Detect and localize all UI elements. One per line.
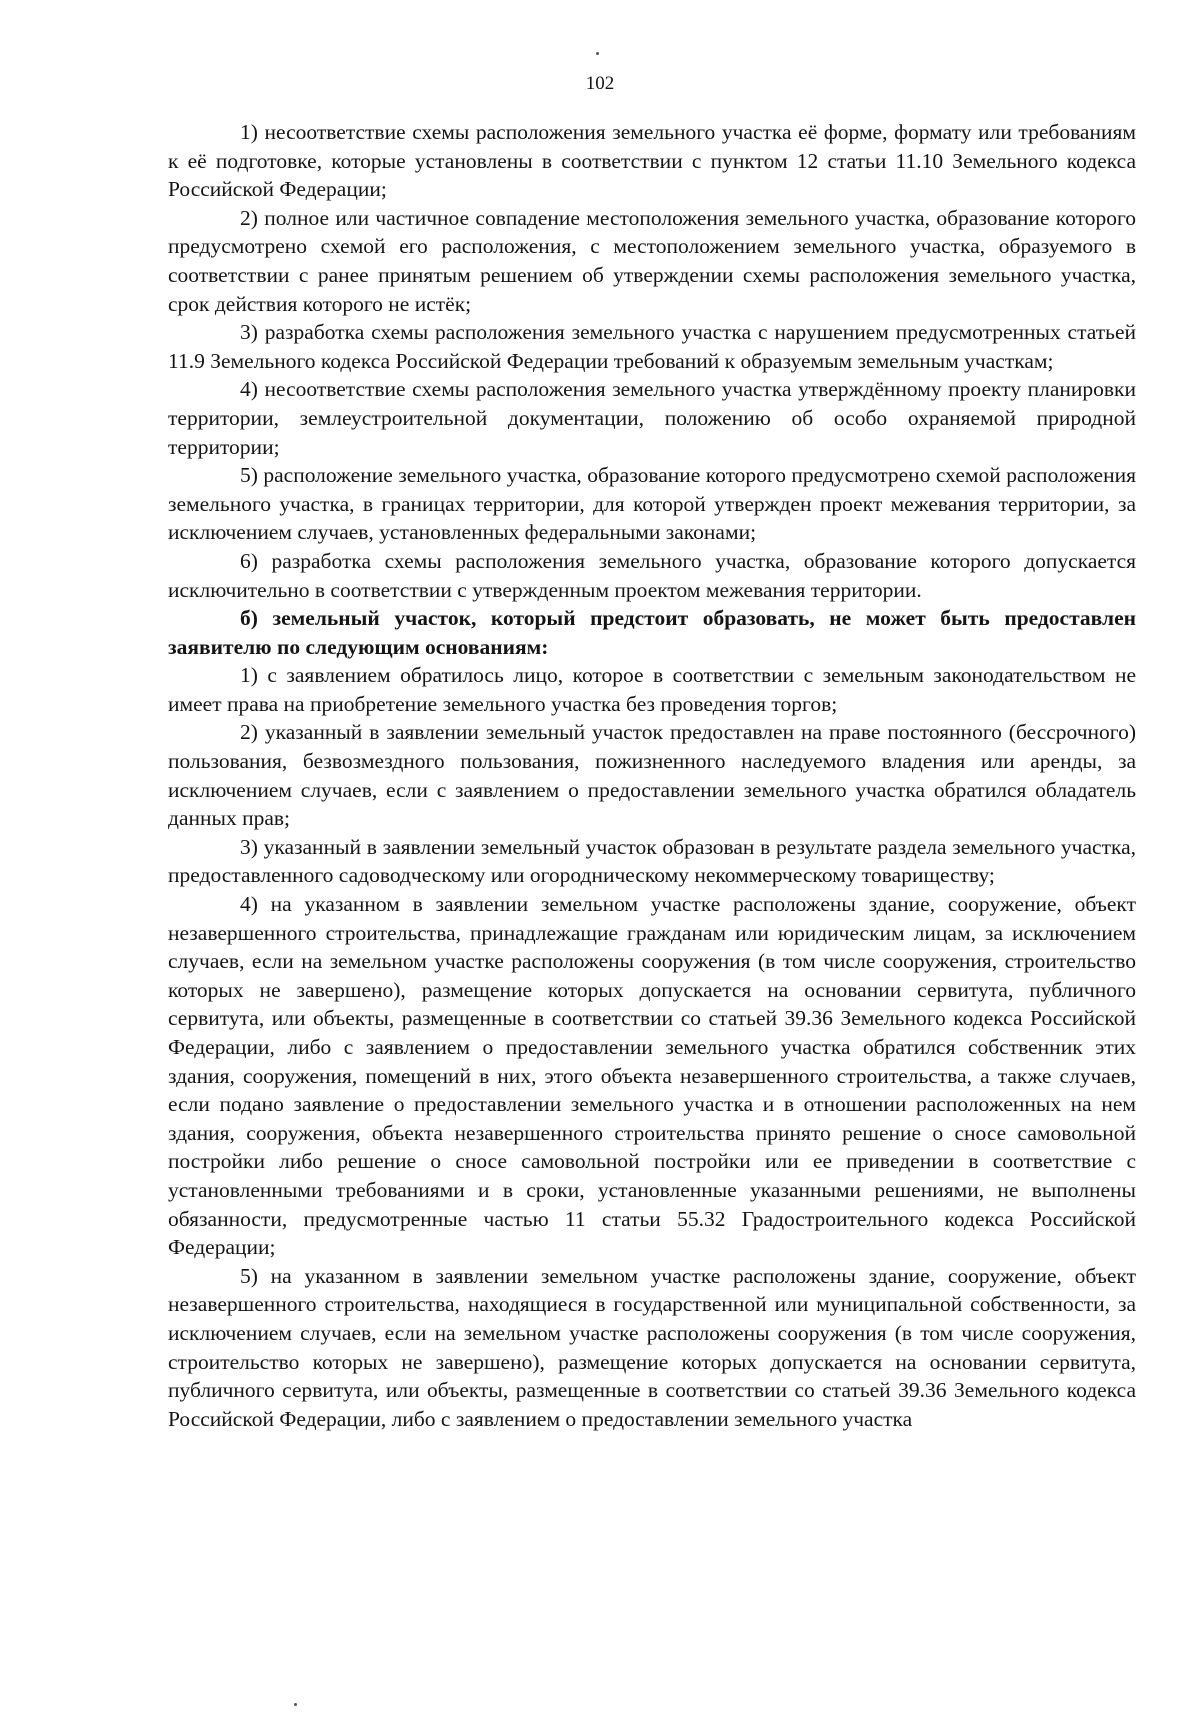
- paragraph-b-2: 2) указанный в заявлении земельный участок предоставлен на праве постоянного (бессрочного) пользования, безвозмездного пользования, пожизненного наследуемого владения или аренды, за исключением случаев, если с заявлением о предоставлении земельного участка обратился обладатель данных прав;: [168, 720, 1136, 831]
- paragraph-b-4: 4) на указанном в заявлении земельном участке расположены здание, сооружение, объект незавершенного строительства, принадлежащие гражданам или юридическим лицам, за исключением случаев, если на земельном участке расположены сооружения (в том числе сооружения, строительство которых не завершено), размещение которых допускается на основании сервитута, публичного сервитута, или объекты, размещенные в соответствии со статьей 39.36 Земельного кодекса Российской Федерации, либо с заявлением о предоставлении земельного участка обратился собственник этих здания, сооружения, помещений в них, этого объекта незавершенного строительства, а также случаев, если подано заявление о предоставлении земельного участка и в отношении расположенных на нем здания, сооружения, объекта незавершенного строительства принято решение о сносе самовольной постройки либо решение о сносе самовольной постройки или ее приведении в соответствие с установленными требованиями и в сроки, установленные указанными решениями, не выполнены обязанности, предусмотренные частью 11 статьи 55.32 Градостроительного кодекса Российской Федерации;: [168, 892, 1136, 1260]
- paragraph-a-3: 3) разработка схемы расположения земельного участка с нарушением предусмотренных статьей 11.9 Земельного кодекса Российской Федерации требований к образуемым земельным участкам;: [168, 320, 1136, 373]
- scan-speck: [294, 1703, 297, 1706]
- paragraph-a-2: 2) полное или частичное совпадение местоположения земельного участка, образование которого предусмотрено схемой его расположения, с местоположением земельного участка, образуемого в соответствии с ранее принятым решением об утверждении схемы расположения земельного участка, срок действия которого не истёк;: [168, 205, 1136, 316]
- page-number: 102: [585, 73, 615, 94]
- paragraph-a-4: 4) несоответствие схемы расположения земельного участка утверждённому проекту планировки территории, землеустроительной документации, положению об особо охраняемой природной территории;: [168, 377, 1136, 459]
- paragraph-b-3: 3) указанный в заявлении земельный участок образован в результате раздела земельного участка, предоставленного садоводческому или огородническому некоммерческому товариществу;: [168, 834, 1136, 888]
- paragraph-a-5: 5) расположение земельного участка, образование которого предусмотрено схемой расположения земельного участка, в границах территории, для которой утвержден проект межевания территории, за исключением случаев, установленных федеральными законами;: [168, 463, 1136, 545]
- paragraph-a-6: 6) разработка схемы расположения земельного участка, образование которого допускается исключительно в соответствии с утвержденным проектом межевания территории.: [168, 548, 1136, 602]
- scan-speck: [596, 52, 599, 55]
- section-heading-b: б) земельный участок, который предстоит образовать, не может быть предоставлен заявителю по следующим основаниям:: [168, 606, 1136, 659]
- document-body: [168, 118, 1136, 1433]
- paragraph-b-1: 1) с заявлением обратилось лицо, которое в соответствии с земельным законодательством не имеет права на приобретение земельного участка без проведения торгов;: [168, 663, 1136, 716]
- paragraph-a-1: 1) несоответствие схемы расположения земельного участка её форме, формату или требованиям к её подготовке, которые установлены в соответствии с пунктом 12 статьи 11.10 Земельного кодекса Российской Федерации;: [168, 120, 1136, 202]
- paragraph-b-5: 5) на указанном в заявлении земельном участке расположены здание, сооружение, объект незавершенного строительства, находящиеся в государственной или муниципальной собственности, за исключением случаев, если на земельном участке расположены сооружения (в том числе сооружения, строительство которых не завершено), размещение которых допускается на основании сервитута, публичного сервитута, или объекты, размещенные в соответствии со статьей 39.36 Земельного кодекса Российской Федерации, либо с заявлением о предоставлении земельного участка: [168, 1263, 1136, 1431]
